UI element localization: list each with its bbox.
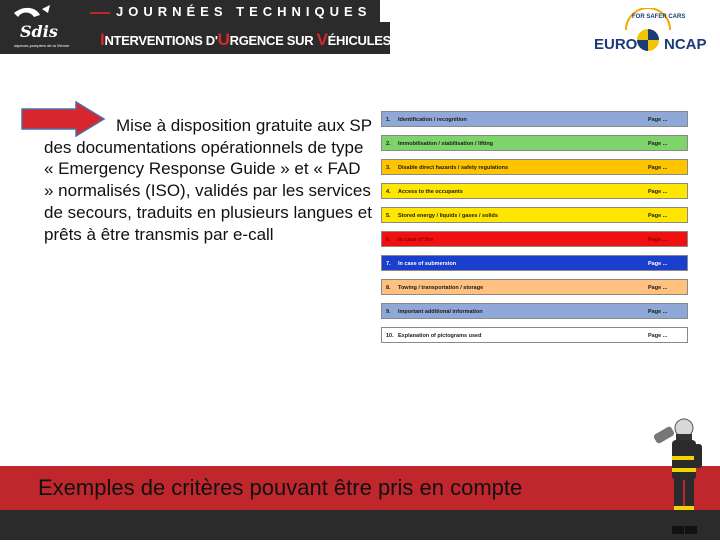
- row-page: Page ...: [648, 237, 668, 243]
- row-label: Disable direct hazards / safety regulations: [398, 165, 509, 171]
- body-paragraph: [44, 115, 374, 245]
- table-row: [381, 303, 688, 319]
- row-page: Page ...: [648, 261, 668, 267]
- row-number: 4.: [386, 189, 391, 195]
- row-label: Explanation of pictograms used: [398, 333, 482, 339]
- row-page: Page ...: [648, 309, 668, 315]
- row-label: Towing / transportation / storage: [398, 285, 484, 291]
- row-page: Page ...: [648, 213, 668, 219]
- row-number: 9.: [386, 309, 391, 315]
- title-red-capital: V: [316, 30, 328, 49]
- table-row: [381, 327, 688, 343]
- row-label: Access to the occupants: [398, 189, 463, 195]
- row-number: 10.: [386, 333, 394, 339]
- header: [0, 0, 720, 58]
- firefighter-illustration: [650, 414, 712, 538]
- euroncap-arc-text: FOR SAFER CARS: [632, 14, 686, 20]
- table-row: [381, 255, 688, 271]
- table-row: [381, 231, 688, 247]
- table-row: [381, 207, 688, 223]
- title-red-capital: I: [100, 30, 105, 49]
- row-page: Page ...: [648, 333, 668, 339]
- row-page: Page ...: [648, 117, 668, 123]
- footer-dark-band: [0, 510, 720, 540]
- euroncap-ncap: NCAP: [664, 36, 707, 53]
- row-label: Identification / recognition: [398, 117, 467, 123]
- euroncap-logo: [592, 8, 712, 54]
- euroncap-euro: EURO: [594, 36, 638, 53]
- row-number: 1.: [386, 117, 391, 123]
- footer-title: Exemples de critères pouvant être pris en compte: [38, 475, 523, 500]
- row-label: Immobilisation / stabilisation / lifting: [398, 141, 494, 147]
- table-row: [381, 135, 688, 151]
- row-label: Important additional information: [398, 309, 483, 315]
- title-text-part: NTERVENTIONS D': [104, 33, 218, 48]
- title-text-part: ÉHICULES: [327, 33, 392, 48]
- paragraph-rest: aux SP des documentations opérationnels de type « Emergency Response Guide » et « FAD » normalisés (ISO), validés par les services de secours, traduits en plusieurs langues et prêts à être transmis par e-call: [44, 116, 372, 244]
- paragraph-first-line: Mise à disposition gratuite: [116, 116, 313, 135]
- row-number: 7.: [386, 261, 391, 267]
- table-row: [381, 183, 688, 199]
- row-label: In case of submersion: [398, 261, 457, 267]
- row-number: 8.: [386, 285, 391, 291]
- row-page: Page ...: [648, 141, 668, 147]
- row-page: Page ...: [648, 189, 668, 195]
- table-row: [381, 111, 688, 127]
- row-page: Page ...: [648, 165, 668, 171]
- event-title: [100, 30, 391, 50]
- banner-dash: [90, 12, 110, 14]
- sdis-tagline: sapeurs-pompiers de la Vienne: [14, 43, 70, 48]
- sdis-logo-text: Sdis: [20, 22, 58, 41]
- row-page: Page ...: [648, 285, 668, 291]
- table-row: [381, 159, 688, 175]
- row-number: 3.: [386, 165, 391, 171]
- row-number: 6.: [386, 237, 391, 243]
- row-label: In case of fire: [398, 237, 434, 243]
- table-row: [381, 279, 688, 295]
- title-red-capital: U: [217, 30, 230, 49]
- title-text-part: RGENCE SUR: [229, 33, 317, 48]
- row-label: Stored energy / liquids / gases / solids: [398, 213, 498, 219]
- row-number: 5.: [386, 213, 391, 219]
- row-number: 2.: [386, 141, 391, 147]
- banner-title: [90, 4, 371, 19]
- banner-text: JOURNÉES TECHNIQUES: [116, 4, 372, 19]
